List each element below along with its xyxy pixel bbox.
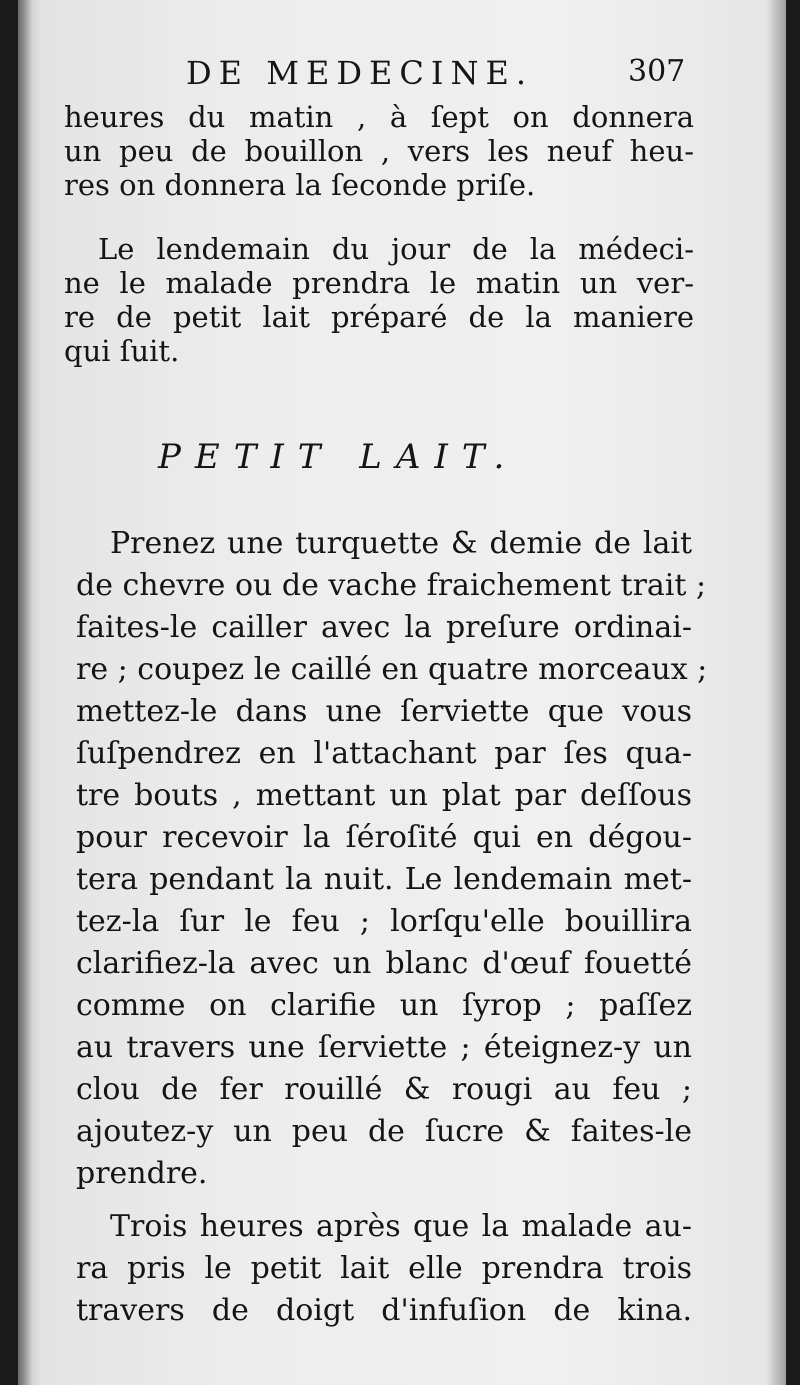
text-line: un peu de bouillon , vers les neuf heu-	[64, 134, 694, 168]
text-line: ſuſpendrez en l'attachant par ſes qua-	[76, 736, 692, 771]
text-line: qui ſuit.	[64, 334, 180, 368]
text-line: ne le malade prendra le matin un ver-	[64, 266, 694, 300]
text-line: re de petit lait préparé de la maniere	[64, 300, 694, 334]
text-line: Le lendemain du jour de la médeci-	[98, 232, 694, 266]
paragraph-recipe	[76, 523, 708, 1195]
text-line: ajoutez-y un peu de ſucre & faites-le	[76, 1114, 692, 1149]
text-line: tera pendant la nuit. Le lendemain met-	[76, 862, 692, 897]
paragraph-continuation	[64, 100, 694, 202]
page-number: 307	[628, 54, 686, 89]
text-line: re ; coupez le caillé en quatre morceaux ;	[76, 652, 708, 687]
text-line: travers de doigt d'infuſion de kina.	[76, 1293, 692, 1328]
text-line: mettez-le dans une ſerviette que vous	[76, 694, 692, 729]
paragraph-next-day	[64, 232, 694, 368]
section-heading: PETIT LAIT.	[158, 437, 519, 477]
book-page	[18, 0, 786, 1385]
text-line: Prenez une turquette & demie de lait	[110, 526, 692, 561]
running-header	[18, 52, 786, 92]
text-line: prendre.	[76, 1156, 208, 1191]
text-line: heures du matin , à ſept on donnera	[64, 100, 694, 134]
text-line: clou de fer rouillé & rougi au feu ;	[76, 1072, 692, 1107]
running-title: DE MEDECINE.	[186, 54, 533, 92]
text-line: ra pris le petit lait elle prendra trois	[76, 1251, 692, 1286]
text-line: res on donnera la ſeconde priſe.	[64, 168, 536, 202]
text-line: de chevre ou de vache fraichement trait ;	[76, 568, 707, 603]
text-line: clarifiez-la avec un blanc d'œuf fouetté	[76, 946, 692, 981]
text-line: pour recevoir la ſéroſité qui en dégou-	[76, 820, 692, 855]
text-line: comme on clarifie un ſyrop ; paſſez	[76, 988, 692, 1023]
text-line: Trois heures après que la malade au-	[110, 1209, 692, 1244]
text-line: tre bouts , mettant un plat par deſſous	[76, 778, 692, 813]
text-line: au travers une ſerviette ; éteignez-y un	[76, 1030, 692, 1065]
text-line: faites-le cailler avec la preſure ordinai-	[76, 610, 692, 645]
paragraph-kina	[76, 1206, 692, 1332]
text-line: tez-la ſur le feu ; lorſqu'elle bouillira	[76, 904, 692, 939]
